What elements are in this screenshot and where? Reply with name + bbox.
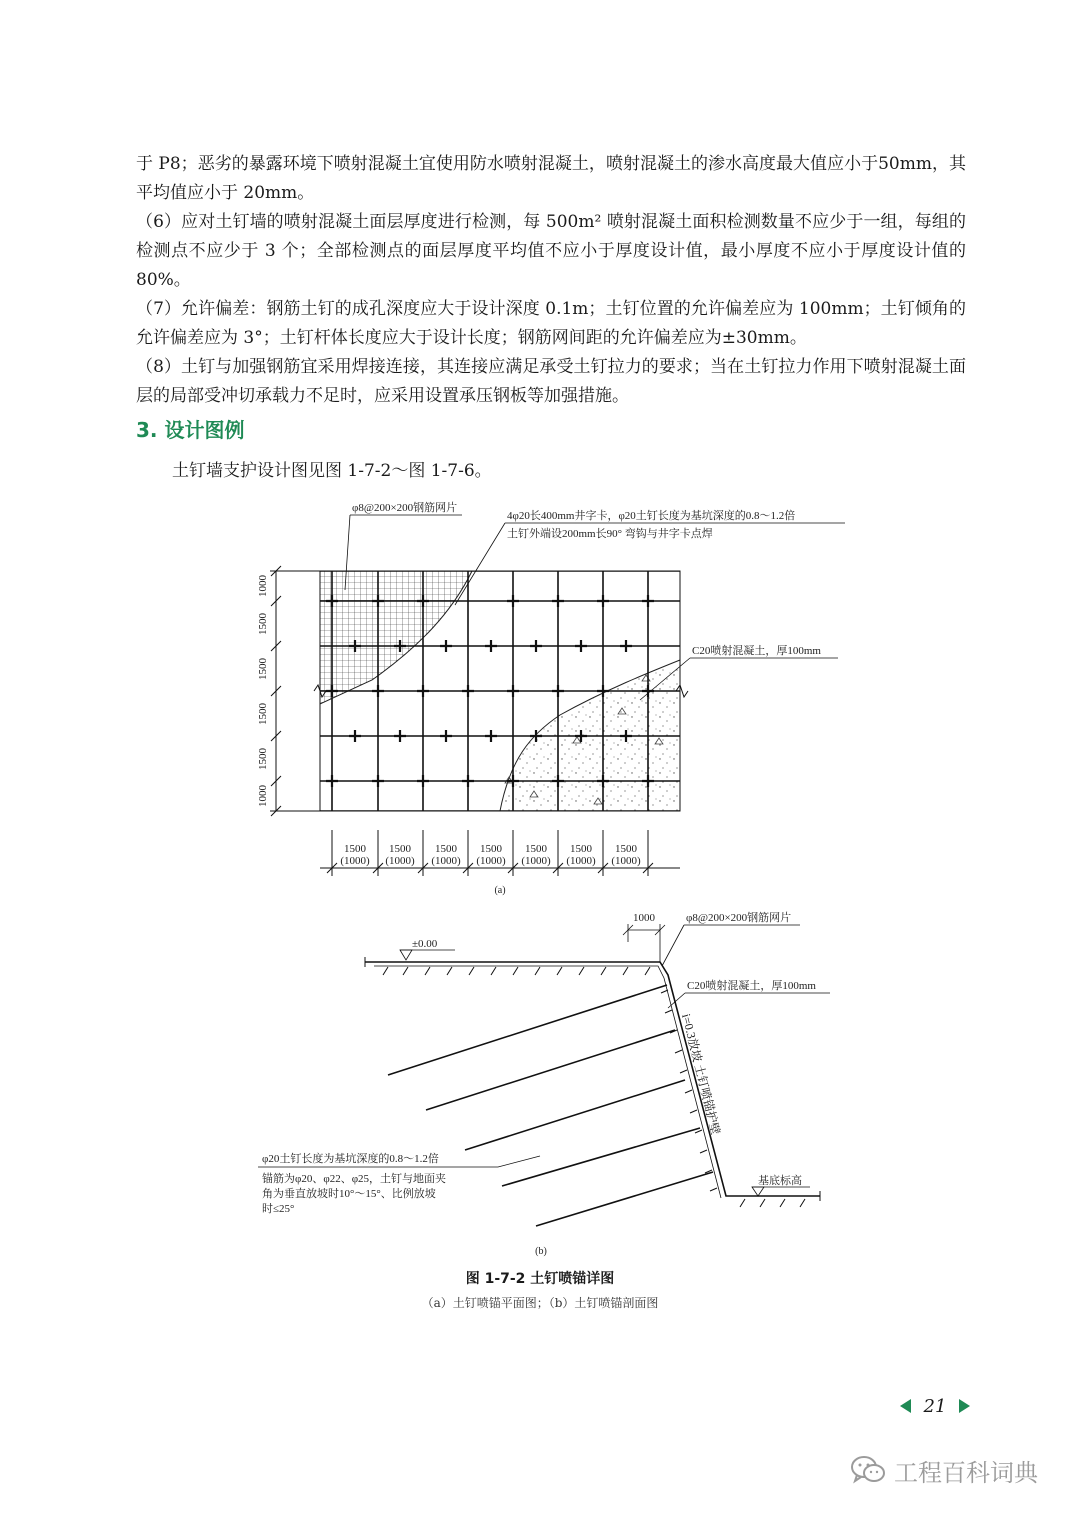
watermark: [850, 1453, 1038, 1487]
figure-caption: 图 1-7-2 土钉喷锚详图: [465, 1271, 615, 1287]
col-dim-alt-2: (1000): [385, 855, 415, 867]
paragraph-4: （8）土钉与加强钢筋宜采用焊接连接，其连接应满足承受土钉拉力的要求；当在土钉拉力作用下喷射混凝土面层的局部受冲切承载力不足时，应采用设置承压钢板等加强措施。: [136, 357, 966, 406]
ground-hatch: [383, 967, 805, 1207]
col-dim-4: 1500: [480, 843, 502, 855]
col-dim-alt-3: (1000): [431, 855, 461, 867]
label-mesh-b: φ8@200×200钢筋网片: [686, 912, 792, 924]
row-dim-1: 1000: [257, 575, 269, 597]
previous-page-icon[interactable]: [900, 1399, 911, 1413]
section-title: 3. 设计图例: [136, 418, 245, 442]
row-dim-4: 1500: [257, 703, 269, 725]
figure-a-sublabel: (a): [494, 885, 506, 896]
col-dim-2: 1500: [389, 843, 411, 855]
col-dim-5: 1500: [525, 843, 547, 855]
slope-label: i=0.3放坡 土钉喷锚护壁: [679, 1012, 723, 1137]
watermark-text: 工程百科词典: [894, 1458, 1038, 1487]
label-mesh-a: φ8@200×200钢筋网片: [352, 502, 458, 514]
ground-level-label: ±0.00: [412, 938, 438, 950]
paragraph-3: （7）允许偏差：钢筋土钉的成孔深度应大于设计深度 0.1m；土钉位置的允许偏差应为 100mm；土钉倾角的允许偏差应为 3°；土钉杆体长度应大于设计长度；钢筋网间距的允许偏差应为±30mm。: [136, 299, 966, 348]
ground-level-marker: [400, 950, 455, 960]
row-dim-2: 1500: [257, 613, 269, 635]
page-navigation: [900, 1394, 970, 1418]
dim-top-b: 1000: [633, 912, 655, 924]
col-dim-alt-7: (1000): [611, 855, 641, 867]
figure-b-sublabel: (b): [535, 1246, 547, 1257]
row-dimension-line: [270, 566, 320, 816]
paragraph-2: （6）应对土钉墙的喷射混凝土面层厚度进行检测，每 500m² 喷射混凝土面积检测数量不应少于一组，每组的检测点不应少于 3 个；全部检测点的面层厚度平均值不应小于厚度设计值，最小厚度不应小于厚度设计值的 80%。: [136, 212, 966, 290]
lead-text: 土钉墙支护设计图见图 1-7-2～图 1-7-6。: [172, 461, 492, 481]
row-dim-6: 1000: [257, 785, 269, 807]
page-number: 21: [923, 1395, 947, 1417]
label-concrete-a: C20喷射混凝土，厚100mm: [692, 645, 821, 657]
base-level-marker: [752, 1187, 810, 1196]
col-dim-alt-4: (1000): [476, 855, 506, 867]
next-page-icon[interactable]: [959, 1399, 970, 1413]
figure-b: [258, 910, 830, 1257]
col-dim-7: 1500: [615, 843, 637, 855]
nail-note-line-3: 角为垂直放坡时10°～15°、比例放坡: [262, 1188, 436, 1200]
base-level-label: 基底标高: [758, 1175, 802, 1187]
paragraph-1: 于 P8；恶劣的暴露环境下喷射混凝土宜使用防水喷射混凝土，喷射混凝土的渗水高度最大值应小于50mm，其平均值应小于 20mm。: [136, 154, 966, 203]
col-dim-alt-1: (1000): [340, 855, 370, 867]
col-dim-3: 1500: [435, 843, 457, 855]
col-dim-alt-5: (1000): [521, 855, 551, 867]
top-dimension: [623, 924, 665, 962]
nail-note-line-2: 锚筋为φ20、φ22、φ25，土钉与地面夹: [262, 1173, 447, 1185]
nail-note-line-4: 时≤25°: [262, 1203, 295, 1215]
label-cross-line-2: 土钉外端设200mm长90° 弯钩与井字卡点焊: [507, 528, 713, 540]
col-dim-alt-6: (1000): [566, 855, 596, 867]
col-dim-1: 1500: [344, 843, 366, 855]
wechat-icon: [850, 1455, 886, 1485]
soil-nails: [388, 985, 713, 1226]
figure-subcaption: （a）土钉喷锚平面图；（b）土钉喷锚剖面图: [421, 1296, 659, 1310]
label-cross-line-1: 4φ20长400mm井字卡，φ20土钉长度为基坑深度的0.8～1.2倍: [507, 510, 796, 522]
figure-a: [257, 500, 845, 896]
row-dim-3: 1500: [257, 658, 269, 680]
nail-note-line-1: φ20土钉长度为基坑深度的0.8～1.2倍: [262, 1153, 439, 1165]
col-dim-6: 1500: [570, 843, 592, 855]
row-dim-5: 1500: [257, 748, 269, 770]
label-concrete-b: C20喷射混凝土，厚100mm: [687, 980, 816, 992]
